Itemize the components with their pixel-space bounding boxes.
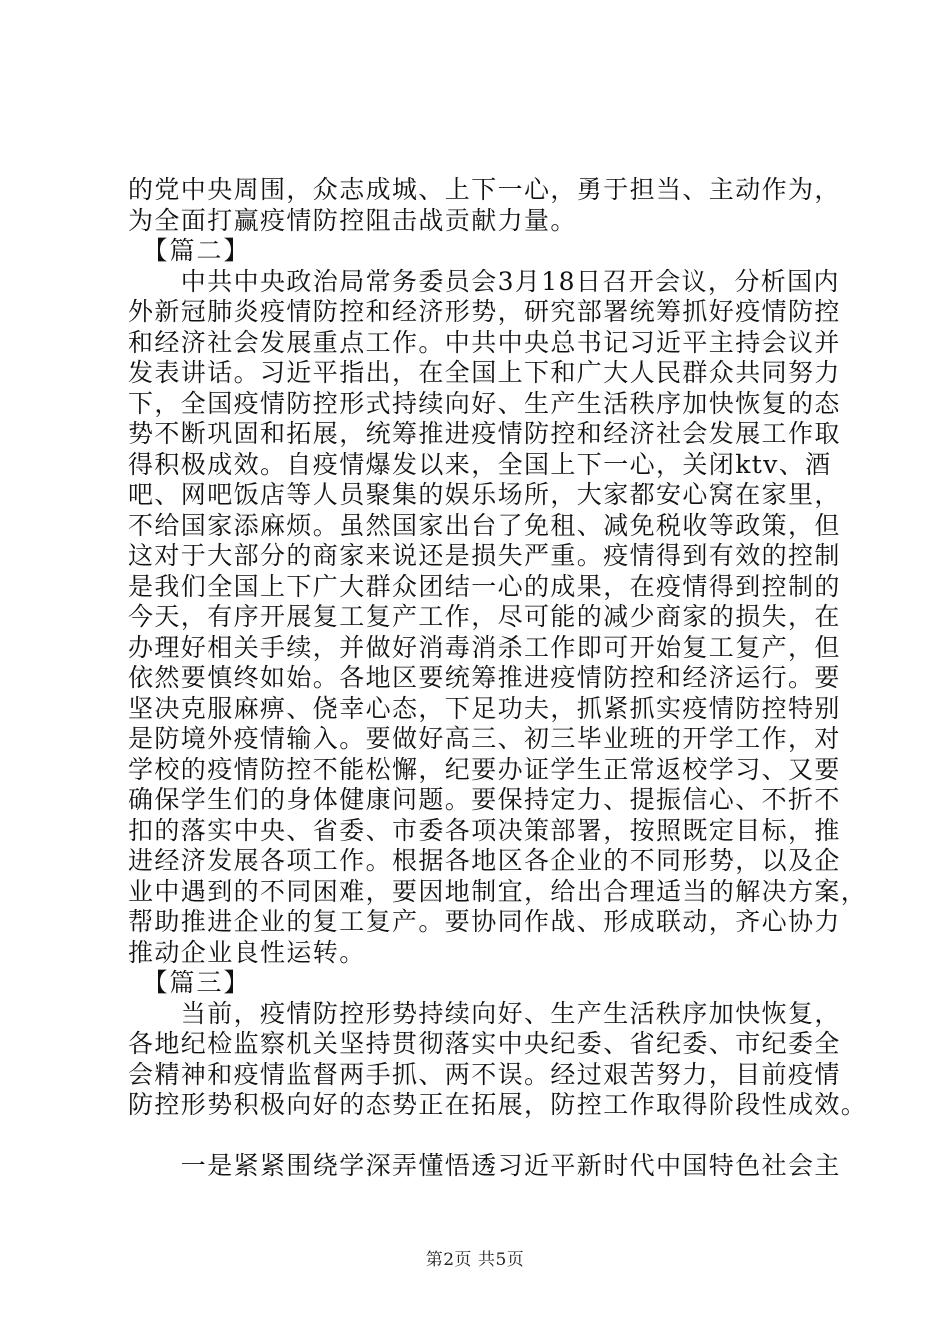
paragraph-line: 办理好相关手续，并做好消毒消杀工作即可开始复工复产，但 <box>128 632 841 662</box>
paragraph-line: 推动企业良性运转。 <box>128 937 366 967</box>
paragraph-line: 外新冠肺炎疫情防控和经济形势，研究部署统筹抓好疫情防控 <box>128 297 841 326</box>
paragraph-line: 当前，疫情防控形势持续向好、生产生活秩序加快恢复， <box>128 998 841 1028</box>
paragraph-line: 今天，有序开展复工复产工作，尽可能的减少商家的损失，在 <box>128 602 841 631</box>
paragraph-line: 这对于大部分的商家来说还是损失严重。疫情得到有效的控制 <box>128 541 841 570</box>
paragraph-line: 是我们全国上下广大群众团结一心的成果，在疫情得到控制的 <box>128 571 841 601</box>
section-heading: 【篇三】 <box>128 968 251 997</box>
paragraph-line: 防控形势积极向好的态势正在拓展，防控工作取得阶段性成效。 <box>128 1090 868 1119</box>
paragraph-line: 一是紧紧围绕学深弄懂悟透习近平新时代中国特色社会主 <box>128 1150 841 1180</box>
page-number-footer: 第2页 共5页 <box>425 1250 525 1270</box>
paragraph-line: 势不断巩固和拓展，统筹推进疫情防控和经济社会发展工作取 <box>128 419 841 448</box>
paragraph-line: 为全面打赢疫情防控阻击战贡献力量。 <box>128 205 577 235</box>
paragraph-line: 扣的落实中央、省委、市委各项决策部署，按照既定目标，推 <box>128 815 841 845</box>
paragraph-line: 确保学生们的身体健康问题。要保持定力、提振信心、不折不 <box>128 785 841 814</box>
paragraph-line: 学校的疫情防控不能松懈，纪要办证学生正常返校学习、又要 <box>128 754 841 784</box>
paragraph-line: 得积极成效。自疫情爆发以来，全国上下一心，关闭ktv、酒 <box>128 449 832 479</box>
paragraph-line: 进经济发展各项工作。根据各地区各企业的不同形势，以及企 <box>128 846 841 875</box>
paragraph-line: 下，全国疫情防控形式持续向好、生产生活秩序加快恢复的态 <box>128 388 841 418</box>
paragraph-line: 会精神和疫情监督两手抓、两不误。经过艰苦努力，目前疫情 <box>128 1059 841 1089</box>
paragraph-line: 业中遇到的不同困难，要因地制宜，给出合理适当的解决方案， <box>128 876 868 906</box>
paragraph-line: 是防境外疫情输入。要做好高三、初三毕业班的开学工作，对 <box>128 724 841 753</box>
paragraph-line: 的党中央周围，众志成城、上下一心，勇于担当、主动作为， <box>128 175 841 204</box>
paragraph-line: 中共中央政治局常务委员会3月18日召开会议，分析国内 <box>128 266 840 296</box>
document-body <box>128 175 868 1181</box>
paragraph-line: 坚决克服麻痹、侥幸心态，下足功夫，抓紧抓实疫情防控特别 <box>128 693 841 723</box>
paragraph-line: 依然要慎终如始。各地区要统筹推进疫情防控和经济运行。要 <box>128 663 841 692</box>
paragraph-line: 发表讲话。习近平指出，在全国上下和广大人民群众共同努力 <box>128 358 841 387</box>
paragraph-line: 不给国家添麻烦。虽然国家出台了免租、减免税收等政策，但 <box>128 510 841 540</box>
paragraph-line: 各地纪检监察机关坚持贯彻落实中央纪委、省纪委、市纪委全 <box>128 1029 841 1058</box>
paragraph-line: 吧、网吧饭店等人员聚集的娱乐场所，大家都安心窝在家里， <box>128 480 841 509</box>
paragraph-line: 帮助推进企业的复工复产。要协同作战、形成联动，齐心协力 <box>128 907 841 936</box>
section-heading: 【篇二】 <box>128 236 251 265</box>
paragraph-line: 和经济社会发展重点工作。中共中央总书记习近平主持会议并 <box>128 327 841 357</box>
